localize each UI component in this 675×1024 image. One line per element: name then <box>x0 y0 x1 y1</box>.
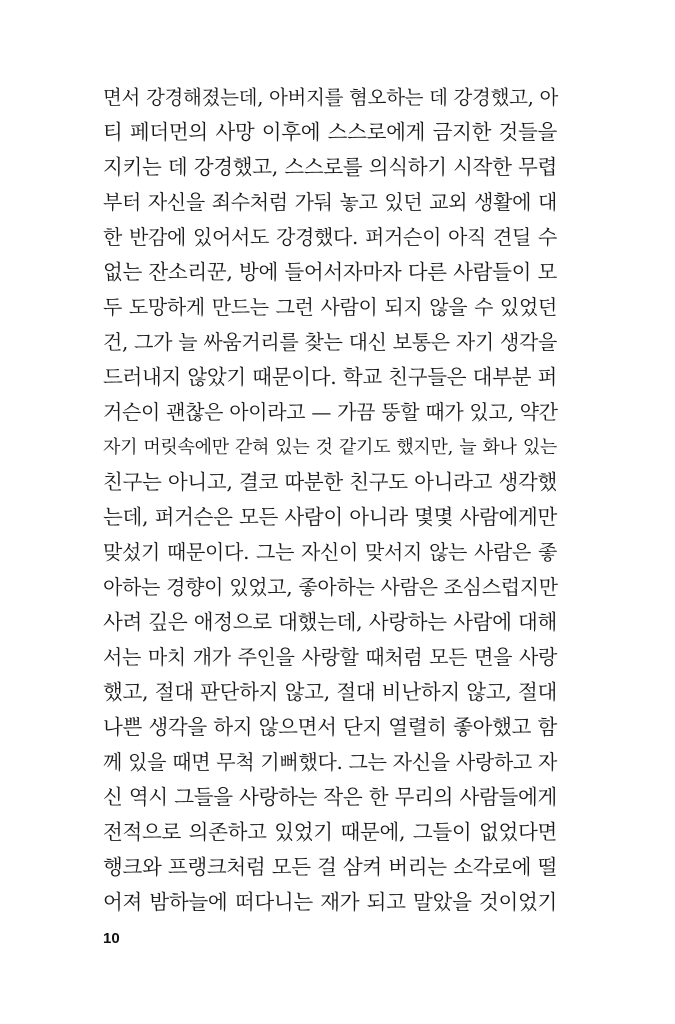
text-line: 거슨이 괜찮은 아이라고 — 가끔 뚱할 때가 있고, 약간 <box>103 400 558 424</box>
text-line: 맞섰기 때문이다. 그는 자신이 맞서지 않는 사람은 좋 <box>103 540 557 564</box>
text-line: 전적으로 의존하고 있었기 때문에, 그들이 없었다면 <box>103 820 557 844</box>
text-line: 서는 마치 개가 주인을 사랑할 때처럼 모든 면을 사랑 <box>103 645 557 669</box>
text-line: 는데, 퍼거슨은 모든 사람이 아니라 몇몇 사람에게만 <box>103 505 557 529</box>
text-line: 께 있을 때면 무척 기뻐했다. 그는 자신을 사랑하고 자 <box>103 750 557 774</box>
text-line: 지키는 데 강경했고, 스스로를 의식하기 시작한 무렵 <box>103 155 557 179</box>
text-line: 드러내지 않았기 때문이다. 학교 친구들은 대부분 퍼 <box>103 365 557 389</box>
text-line: 한 반감에 있어서도 강경했다. 퍼거슨이 아직 견딜 수 <box>103 225 557 249</box>
text-line: 두 도망하게 만드는 그런 사람이 되지 않을 수 있었던 <box>103 295 557 319</box>
text-line: 나쁜 생각을 하지 않으면서 단지 열렬히 좋아했고 함 <box>103 715 557 739</box>
text-line: 행크와 프랭크처럼 모든 걸 삼켜 버리는 소각로에 떨 <box>103 855 557 879</box>
text-line: 없는 잔소리꾼, 방에 들어서자마자 다른 사람들이 모 <box>103 260 557 284</box>
text-line: 어져 밤하늘에 떠다니는 재가 되고 말았을 것이었기 <box>103 890 557 914</box>
text-line: 했고, 절대 판단하지 않고, 절대 비난하지 않고, 절대 <box>103 680 557 704</box>
text-line: 사려 깊은 애정으로 대했는데, 사랑하는 사람에 대해 <box>103 610 557 634</box>
text-line: 티 페더먼의 사망 이후에 스스로에게 금지한 것들을 <box>103 120 557 144</box>
body-text <box>103 80 557 920</box>
text-line: 친구는 아니고, 결코 따분한 친구도 아니라고 생각했 <box>103 470 557 494</box>
page-number: 10 <box>103 930 120 947</box>
text-line: 건, 그가 늘 싸움거리를 찾는 대신 보통은 자기 생각을 <box>103 330 557 354</box>
text-line: 신 역시 그들을 사랑하는 작은 한 무리의 사람들에게 <box>103 785 557 809</box>
text-line: 부터 자신을 죄수처럼 가둬 놓고 있던 교외 생활에 대 <box>103 190 557 214</box>
text-line: 면서 강경해졌는데, 아버지를 혐오하는 데 강경했고, 아 <box>103 86 559 109</box>
text-line: 자기 머릿속에만 갇혀 있는 것 같기도 했지만, 늘 화나 있는 <box>103 437 557 458</box>
text-line: 아하는 경향이 있었고, 좋아하는 사람은 조심스럽지만 <box>103 575 558 599</box>
